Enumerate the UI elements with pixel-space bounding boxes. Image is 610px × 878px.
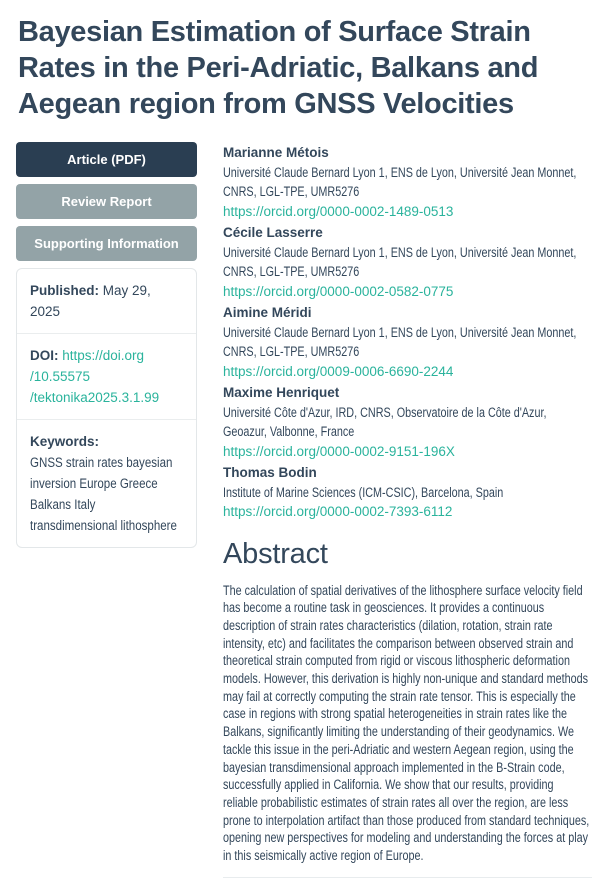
keywords-section bbox=[17, 419, 196, 547]
article-metadata-box bbox=[16, 268, 197, 548]
author-affiliation: Université Claude Bernard Lyon 1, ENS de Lyon, Université Jean Monnet, CNRS, LGL-TPE, UMR5276 bbox=[223, 164, 577, 199]
main-content bbox=[223, 142, 592, 878]
author-block bbox=[223, 223, 592, 301]
doi-label: DOI: bbox=[30, 348, 59, 363]
orcid-link[interactable]: https://orcid.org/0000-0002-9151-196X bbox=[223, 443, 455, 459]
author-block bbox=[223, 463, 592, 522]
author-list bbox=[223, 143, 592, 522]
keywords-list: GNSS strain rates bayesian inversion Europe Greece Balkans Italy transdimensional lithosphere bbox=[30, 455, 177, 533]
abstract-heading: Abstract bbox=[223, 537, 328, 570]
author-name: Maxime Henriquet bbox=[223, 385, 340, 400]
author-block bbox=[223, 303, 592, 381]
sidebar bbox=[16, 142, 197, 548]
author-name: Aimine Méridi bbox=[223, 305, 312, 320]
doi-line: /10.55575 bbox=[30, 369, 91, 384]
author-block bbox=[223, 383, 592, 461]
orcid-link[interactable]: https://orcid.org/0000-0002-1489-0513 bbox=[223, 203, 454, 219]
orcid-link[interactable]: https://orcid.org/0000-0002-7393-6112 bbox=[223, 504, 453, 519]
page-title: Bayesian Estimation of Surface Strain Rates in the Peri-Adriatic, Balkans and Aegean region from GNSS Velocities bbox=[18, 16, 539, 120]
author-affiliation: Université Côte d'Azur, IRD, CNRS, Observatoire de la Côte d'Azur, Geoazur, Valbonne, France bbox=[223, 404, 547, 439]
author-name: Thomas Bodin bbox=[223, 465, 317, 480]
keywords-label: Keywords: bbox=[30, 434, 100, 449]
doi-section bbox=[17, 333, 196, 419]
orcid-link[interactable]: https://orcid.org/0009-0006-6690-2244 bbox=[223, 363, 454, 379]
orcid-link[interactable]: https://orcid.org/0000-0002-0582-0775 bbox=[223, 283, 454, 299]
author-name: Marianne Métois bbox=[223, 145, 329, 160]
doi-line: https://doi.org bbox=[62, 348, 145, 363]
abstract-text: The calculation of spatial derivatives of the lithosphere surface velocity field has become a routine task in geosciences. It provides a continuous description of strain rates characteristics (dilation, rotation, strain rate intensity, etc) and facilitates the comparison between observed strain and theoretical strain computed from rigid or viscous lithospheric deformation models. However, this derivation is highly non-unique and standard methods may fail at correctly computing the strain rate tensor. This is especially the case in regions with strong spatial heterogeneities in strain rates like the Balkans, significantly limiting the understanding of their geodynamics. We tackle this issue in the peri-Adriatic and western Aegean region, using the bayesian transdimensional approach implemented in the B-Strain code, successfully applied in California. We show that our results, providing reliable probabilistic estimates of strain rates all over the region, are less prone to interpolation artifact than those produced from standard techniques, opening new perspectives for modeling and understanding the forces at play in this seismically active region of Europe. bbox=[223, 582, 590, 864]
supporting-information-button[interactable]: Supporting Information bbox=[16, 226, 197, 261]
published-label: Published: bbox=[30, 283, 100, 298]
author-block bbox=[223, 143, 592, 221]
author-name: Cécile Lasserre bbox=[223, 225, 323, 240]
published-section bbox=[17, 269, 196, 333]
article-pdf-button[interactable]: Article (PDF) bbox=[16, 142, 197, 177]
published-date: May 29, 2025 bbox=[30, 283, 151, 319]
author-affiliation: Université Claude Bernard Lyon 1, ENS de Lyon, Université Jean Monnet, CNRS, LGL-TPE, UMR5276 bbox=[223, 324, 577, 359]
author-affiliation: Université Claude Bernard Lyon 1, ENS de Lyon, Université Jean Monnet, CNRS, LGL-TPE, UMR5276 bbox=[223, 244, 577, 279]
author-affiliation: Institute of Marine Sciences (ICM-CSIC), Barcelona, Spain bbox=[223, 484, 504, 500]
doi-line: /tektonika2025.3.1.99 bbox=[30, 390, 160, 405]
content-area bbox=[16, 142, 592, 878]
review-report-button[interactable]: Review Report bbox=[16, 184, 197, 219]
